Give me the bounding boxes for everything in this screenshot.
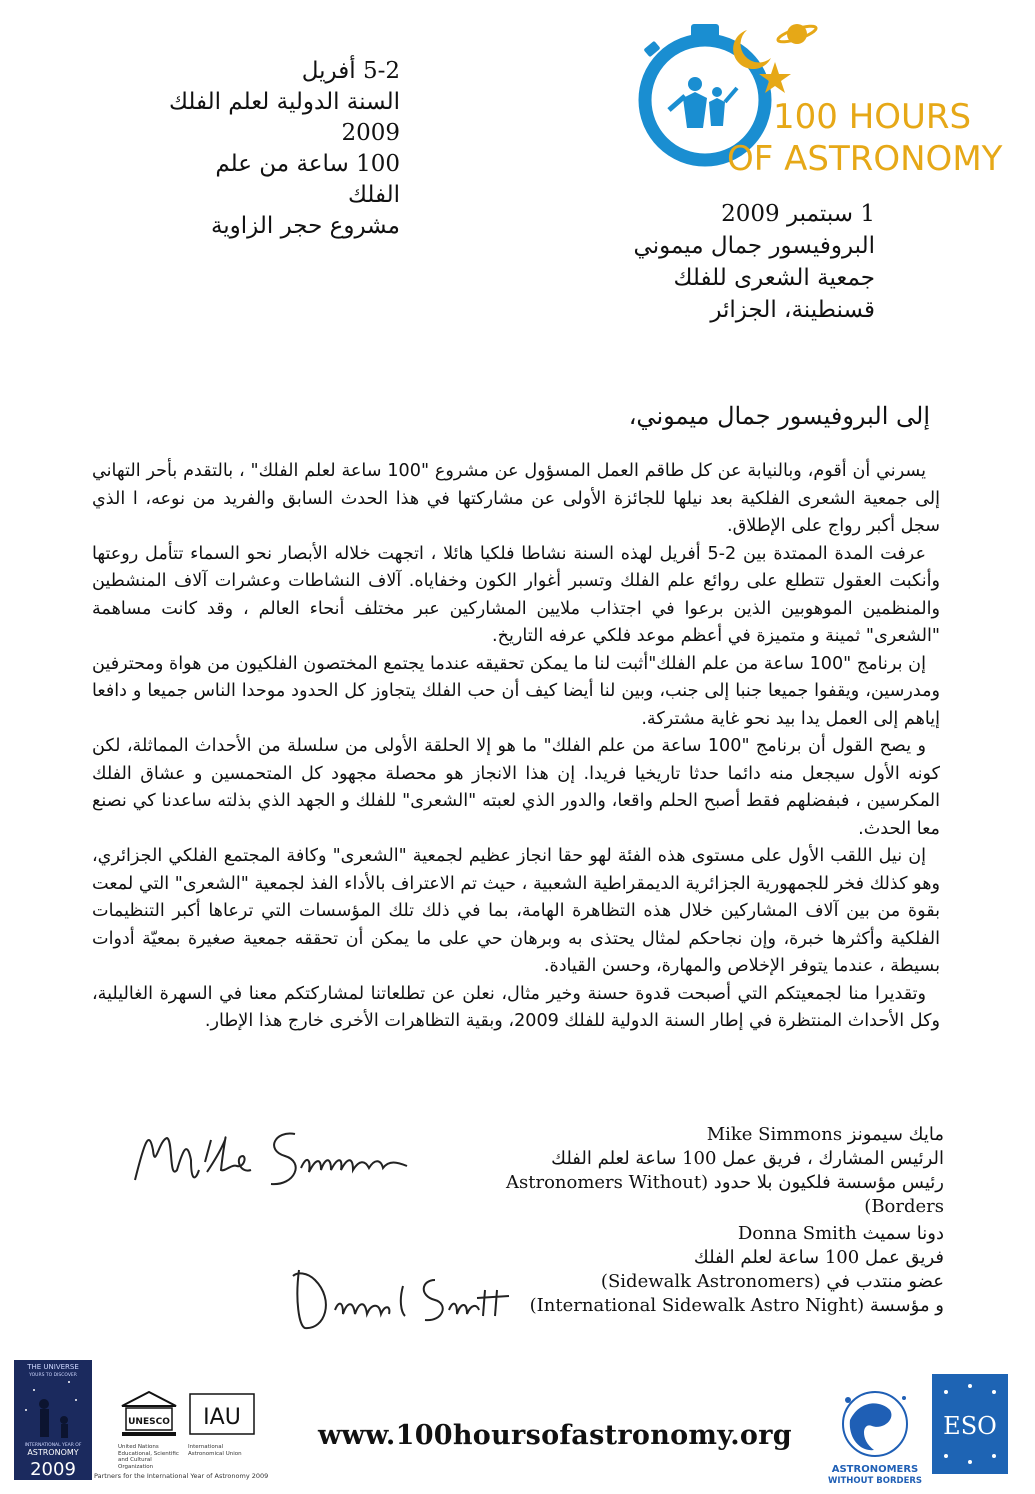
100-hours-of-astronomy-logo [625, 18, 1003, 193]
iya-mid-text: INTERNATIONAL YEAR OF [24, 1443, 82, 1448]
iau-name: IAU [203, 1405, 241, 1430]
signer-title: و مؤسسة (International Sidewalk Astro Night) [529, 1295, 944, 1316]
iya-name-text: ASTRONOMY [27, 1448, 79, 1457]
body-paragraph: و يصح القول أن برنامج "100 ساعة من علم الفلك" ما هو إلا الحلقة الأولى من سلسلة من الأحداث المماثلة، لكن كونه الأول سيجعل منه دائما حدثا تاريخيا فريدا. إن هذا الانجاز هو محصلة مجهود كل المتحمسين و عشاق الفلك المكرسين ، فبفضلهم فقط أصبح الحلم واقعا، والدور الذي لعبته "الشعرى" للفلك و الجهد الذي بذلته ساعدنا كي نصنع معا الحدث. [92, 736, 940, 839]
iya-2009-logo [14, 1360, 92, 1480]
unesco-caption: United Nations Educational, Scientific and Cultural Organization [118, 1444, 179, 1470]
partners-caption: Partners for the International Year of Astronomy 2009 [94, 1472, 269, 1480]
eso-emblem-icon [932, 1374, 1008, 1474]
body-paragraph: عرفت المدة الممتدة بين 2-5 أفريل لهذه السنة نشاطا فلكيا هائلا ، اتجهت خلاله الأبصار نحو السماء تتأمل روعتها وأنكبت العقول تتطلع على روائع علم الفلك وتسبر أغوار الكون وخفاياه. آلاف النشاطات وعشرات آلاف المنشطين والمنظمين الموهوبين الذين برعوا في اجتذاب ملايين المشاركين عبر مختلف أنحاء العالم ، وقد كانت مساهمة "الشعرى" ثمينة و متميزة في أعظم موعد فلكي عرفه التاريخ. [92, 543, 940, 646]
signer-title: رئيس مؤسسة فلكيون بلا حدود (Astronomers Without Borders) [506, 1172, 944, 1217]
event-name: 100 ساعة من علم الفلك [215, 151, 400, 208]
signer-name: مايك سيمونز Mike Simmons [706, 1124, 944, 1145]
body-paragraph: إن برنامج "100 ساعة من علم الفلك"أثبت لنا ما يمكن تحقيقه عندما يجتمع المختصون الفلكيون من هواة ومحترفين ومدرسين، ويقفوا جميعا جنبا إلى جنب، وبين لنا أيضا كيف أن حب الفلك يتجاوز كل الحدود موحدا الناس جميعا و دافعا إياهم إلى العمل يدا بيد نحو غاية مشتركة. [92, 653, 940, 729]
unesco-temple-icon [118, 1390, 180, 1440]
recipient-name: البروفيسور جمال ميموني [633, 233, 875, 259]
unesco-name: UNESCO [128, 1417, 170, 1427]
salutation: إلى البروفيسور جمال ميموني، [628, 402, 930, 430]
website-link[interactable]: www.100hoursofastronomy.org [318, 1420, 792, 1451]
signer-title: الرئيس المشارك ، فريق عمل 100 ساعة لعلم الفلك [551, 1148, 944, 1169]
body-paragraph: وتقديرا منا لجمعيتكم التي أصبحت قدوة حسنة وخير مثال، نعلن عن تطلعاتنا لمشاركتكم معنا في السهرة الغاليلية، وكل الأحداث المنتظرة في إطار السنة الدولية للفلك 2009، وبقية التظاهرات الأخرى خارج هذا الإطار. [92, 983, 940, 1031]
event-year: السنة الدولية لعلم الفلك 2009 [168, 89, 400, 146]
logo-line2: OF ASTRONOMY [727, 139, 1003, 179]
signature-icon [125, 1110, 415, 1205]
logo-line1: 100 HOURS [773, 97, 972, 137]
mike-simmons-signature [125, 1110, 415, 1205]
iya-silhouette-icon [14, 1360, 92, 1480]
iau-emblem-icon [188, 1390, 258, 1440]
letter-date: 1 سبتمبر 2009 [721, 201, 875, 227]
recipient-location: قسنطينة، الجزائر [710, 297, 875, 323]
awb-globe-icon [820, 1380, 930, 1485]
letter-body [92, 458, 940, 1036]
stopwatch-moon-saturn-star-logo-icon [625, 18, 1003, 193]
awb-line2: WITHOUT BORDERS [827, 1476, 923, 1486]
signature-block-donna-smith [440, 1222, 944, 1318]
iau-logo [188, 1390, 258, 1468]
addressee-block [600, 198, 875, 326]
body-paragraph: يسرني أن أقوم، وبالنيابة عن كل طاقم العمل المسؤول عن مشروع "100 ساعة لعلم الفلك" ، بالتقدم بأحر التهاني إلى جمعية الشعرى الفلكية بعد نيلها للجائزة الأولى عن مشاركتها في هذا الحدث السابق والفريد من نوعه، ا الذي سجل أكبر رواج على الإطلاق. [92, 461, 940, 536]
event-project: مشروع حجر الزاوية [210, 213, 400, 239]
recipient-organization: جمعية الشعرى للفلك [673, 265, 875, 291]
astronomers-without-borders-logo [820, 1380, 930, 1485]
signer-name: دونا سميث Donna Smith [737, 1223, 944, 1244]
iau-caption: International Astronomical Union [188, 1444, 242, 1457]
awb-line1: ASTRONOMERS [831, 1464, 919, 1475]
event-info-block [160, 56, 400, 242]
event-dates: 5-2 أفريل [301, 58, 400, 84]
eso-name: ESO [943, 1412, 997, 1440]
unesco-logo [118, 1390, 180, 1468]
signer-title: عضو منتدب في (Sidewalk Astronomers) [600, 1271, 944, 1292]
iya-top-text: THE UNIVERSE [27, 1363, 79, 1371]
iya-year-text: 2009 [30, 1459, 76, 1480]
eso-logo [932, 1374, 1008, 1474]
body-paragraph: إن نيل اللقب الأول على مستوى هذه الفئة لهو حقا انجاز عظيم لجمعية "الشعرى" وكافة المجتمع الفلكي الجزائري، وهو كذلك فخر للجمهورية الجزائرية الديمقراطية الشعبية ، حيث تم الاعتراف بالأداء الفذ لجمعية "الشعرى" التي لمعت بقوة من بين آلاف المشاركين خلال هذه التظاهرة الهامة، بما في ذلك تلك المؤسسات التي ترعاها أكبر التنظيمات الفلكية وأكثرها خبرة، وإن نجاحكم لمثال يحتذى به وبرهان حي على ما يمكن أن تحققه جمعية صغيرة بمعيّة أدوات بسيطة ، عندما يتوفر الإخلاص والمهارة، وحسن القيادة. [92, 846, 940, 976]
signer-title: فريق عمل 100 ساعة لعلم الفلك [693, 1247, 944, 1268]
iya-sub-text: YOURS TO DISCOVER [29, 1373, 77, 1378]
signature-block-mike-simmons [440, 1123, 944, 1219]
